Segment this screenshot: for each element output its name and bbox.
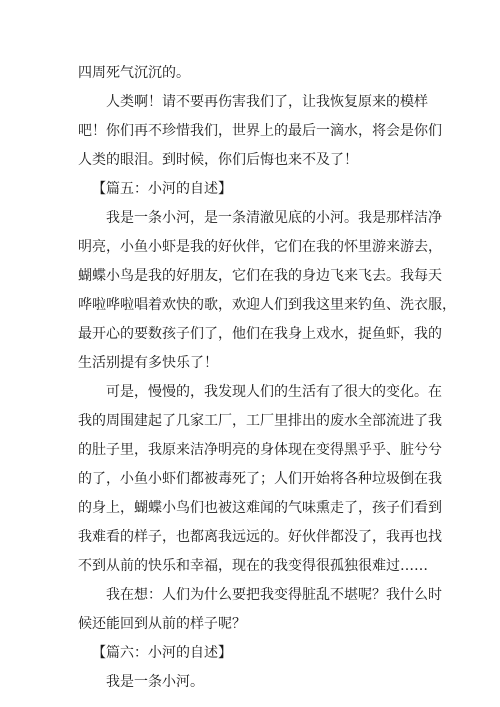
text-line: 我是一条小河。 <box>106 674 204 690</box>
text-line: 我的周围建起了几家工厂，工厂里排出的废水全部流进了我 <box>78 413 442 429</box>
text-line: 候还能回到从前的样子呢？ <box>78 616 246 632</box>
text-line: 最开心的要数孩子们了，他们在我身上戏水，捉鱼虾，我的 <box>78 326 442 342</box>
text-line: 吧！你们再不珍惜我们，世界上的最后一滴水，将会是你们 <box>78 123 442 139</box>
text-line: 四周死气沉沉的。 <box>78 65 190 81</box>
text-line: 我在想：人们为什么要把我变得脏乱不堪呢？我什么时 <box>106 587 442 603</box>
text-line: 的肚子里，我原来洁净明亮的身体现在变得黑乎乎、脏兮兮 <box>78 442 442 458</box>
text-line: 我难看的样子，也都离我远远的。好伙伴都没了，我再也找 <box>78 529 442 545</box>
text-line: 不到从前的快乐和幸福，现在的我变得很孤独很难过…… <box>78 558 428 574</box>
text-line: 人类啊！请不要再伤害我们了，让我恢复原来的模样 <box>106 94 428 110</box>
text-line: 人类的眼泪。到时候，你们后悔也来不及了！ <box>78 152 358 168</box>
section-heading: 【篇六：小河的自述】 <box>92 645 232 661</box>
text-line: 明亮，小鱼小虾是我的好伙伴，它们在我的怀里游来游去， <box>78 239 442 255</box>
text-line: 的身上，蝴蝶小鸟们也被这难闻的气味熏走了，孩子们看到 <box>78 500 442 516</box>
text-line: 蝴蝶小鸟是我的好朋友，它们在我的身边飞来飞去。我每天 <box>78 268 442 284</box>
section-heading: 【篇五：小河的自述】 <box>92 181 232 197</box>
text-line: 生活别提有多快乐了！ <box>78 355 218 371</box>
text-line: 我是一条小河，是一条清澈见底的小河。我是那样洁净 <box>106 210 442 226</box>
text-line: 的了，小鱼小虾们都被毒死了；人们开始将各种垃圾倒在我 <box>78 471 442 487</box>
text-line: 哗啦哗啦唱着欢快的歌，欢迎人们到我这里来钓鱼、洗衣服， <box>78 297 456 313</box>
text-line: 可是，慢慢的，我发现人们的生活有了很大的变化。在 <box>106 384 442 400</box>
